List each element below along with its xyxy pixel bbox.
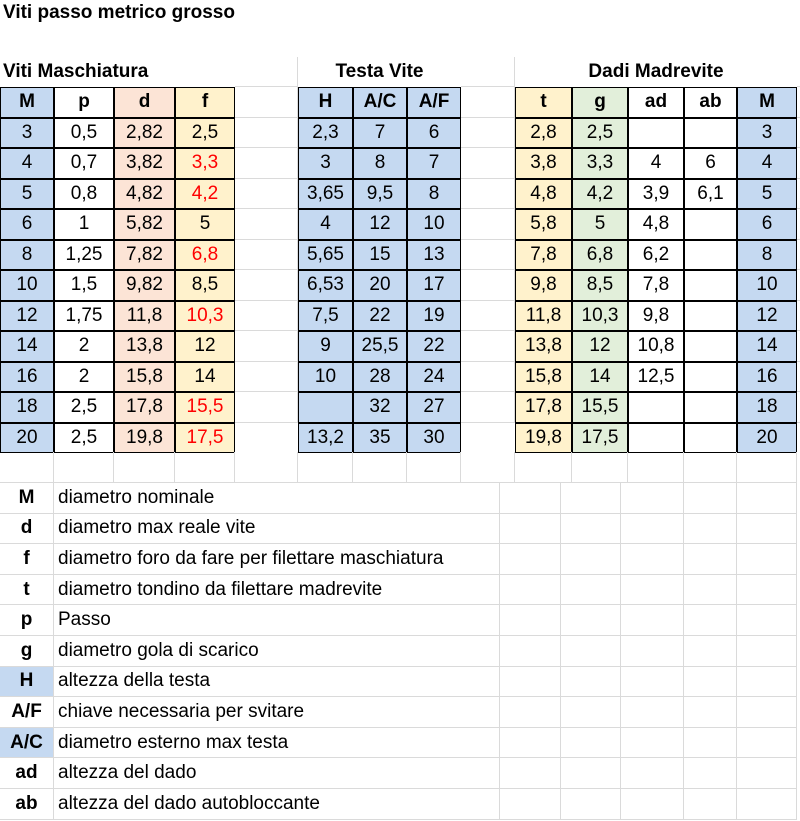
empty-cell[interactable] [684,697,737,728]
empty-cell[interactable] [235,57,298,88]
table-cell-g[interactable]: 4,2 [572,179,628,210]
table-cell-g[interactable]: 15,5 [572,392,628,423]
table-cell-f[interactable]: 4,2 [175,179,235,210]
empty-cell[interactable] [621,728,684,759]
table-cell-af[interactable]: 6 [407,118,461,149]
table-cell-m[interactable]: 16 [0,362,54,393]
legend-description[interactable]: chiave necessaria per svitare [54,697,500,728]
empty-cell[interactable] [737,452,797,483]
table-cell-ac[interactable]: 9,5 [353,179,407,210]
table-cell-d[interactable]: 19,8 [114,423,175,454]
legend-key[interactable]: H [0,667,54,698]
empty-cell[interactable] [353,452,407,483]
legend-description[interactable]: altezza del dado [54,758,500,789]
empty-cell[interactable] [500,514,561,545]
table-cell-d[interactable]: 15,8 [114,362,175,393]
legend-description[interactable]: diametro esterno max testa [54,728,500,759]
table-cell-m2[interactable]: 18 [737,392,797,423]
empty-cell[interactable] [235,209,298,240]
legend-key[interactable]: f [0,544,54,575]
table-cell-af[interactable]: 19 [407,301,461,332]
empty-cell[interactable] [235,87,298,118]
empty-cell[interactable] [235,331,298,362]
table-cell-f[interactable]: 12 [175,331,235,362]
table-cell-t[interactable]: 7,8 [515,240,572,271]
header-dadi-ab[interactable]: ab [684,87,737,118]
empty-cell[interactable] [298,452,353,483]
empty-cell[interactable] [621,667,684,698]
empty-cell[interactable] [54,452,114,483]
empty-cell[interactable] [684,728,737,759]
table-cell-ad[interactable] [628,392,684,423]
empty-cell[interactable] [561,667,621,698]
legend-key[interactable]: p [0,605,54,636]
empty-cell[interactable] [235,118,298,149]
header-dadi-t[interactable]: t [515,87,572,118]
legend-description[interactable]: altezza del dado autobloccante [54,789,500,820]
empty-cell[interactable] [461,148,515,179]
empty-cell[interactable] [737,789,797,820]
table-cell-h[interactable] [298,392,353,423]
table-cell-d[interactable]: 3,82 [114,148,175,179]
table-cell-f[interactable]: 8,5 [175,270,235,301]
table-cell-ac[interactable]: 32 [353,392,407,423]
empty-cell[interactable] [500,483,561,514]
legend-key[interactable]: M [0,483,54,514]
table-cell-af[interactable]: 27 [407,392,461,423]
table-cell-f[interactable]: 5 [175,209,235,240]
table-cell-f[interactable]: 3,3 [175,148,235,179]
header-testa-h[interactable]: H [298,87,353,118]
table-cell-m2[interactable]: 10 [737,270,797,301]
table-cell-m[interactable]: 18 [0,392,54,423]
table-cell-d[interactable]: 7,82 [114,240,175,271]
table-cell-h[interactable]: 13,2 [298,423,353,454]
table-cell-ab[interactable] [684,392,737,423]
table-cell-ab[interactable] [684,423,737,454]
empty-cell[interactable] [461,87,515,118]
empty-cell[interactable] [461,452,515,483]
empty-cell[interactable] [461,301,515,332]
table-cell-m2[interactable]: 8 [737,240,797,271]
table-cell-d[interactable]: 17,8 [114,392,175,423]
table-cell-m2[interactable]: 3 [737,118,797,149]
empty-cell[interactable] [235,362,298,393]
empty-cell[interactable] [621,514,684,545]
table-cell-af[interactable]: 22 [407,331,461,362]
table-cell-ad[interactable]: 4 [628,148,684,179]
empty-cell[interactable] [684,483,737,514]
empty-cell[interactable] [572,452,628,483]
empty-cell[interactable] [500,789,561,820]
table-cell-f[interactable]: 17,5 [175,423,235,454]
table-cell-t[interactable]: 15,8 [515,362,572,393]
table-cell-d[interactable]: 9,82 [114,270,175,301]
legend-key[interactable]: d [0,514,54,545]
empty-cell[interactable] [621,789,684,820]
empty-cell[interactable] [561,636,621,667]
table-cell-af[interactable]: 17 [407,270,461,301]
table-cell-ab[interactable] [684,270,737,301]
table-cell-f[interactable]: 6,8 [175,240,235,271]
table-cell-h[interactable]: 6,53 [298,270,353,301]
table-cell-ab[interactable] [684,118,737,149]
empty-cell[interactable] [737,544,797,575]
table-cell-t[interactable]: 13,8 [515,331,572,362]
empty-cell[interactable] [621,758,684,789]
empty-cell[interactable] [621,636,684,667]
table-cell-t[interactable]: 17,8 [515,392,572,423]
empty-cell[interactable] [561,697,621,728]
table-cell-ac[interactable]: 28 [353,362,407,393]
empty-cell[interactable] [737,575,797,606]
table-cell-ac[interactable]: 20 [353,270,407,301]
table-cell-ad[interactable]: 4,8 [628,209,684,240]
legend-key[interactable]: ad [0,758,54,789]
section-title-viti: Viti Maschiatura [3,61,149,82]
table-cell-f[interactable]: 2,5 [175,118,235,149]
table-cell-h[interactable]: 3 [298,148,353,179]
table-cell-d[interactable]: 4,82 [114,179,175,210]
legend-key[interactable]: A/C [0,728,54,759]
header-testa-af[interactable]: A/F [407,87,461,118]
table-cell-g[interactable]: 2,5 [572,118,628,149]
table-cell-p[interactable]: 2 [54,331,114,362]
table-cell-af[interactable]: 7 [407,148,461,179]
header-viti-m[interactable]: M [0,87,54,118]
legend-description[interactable]: diametro max reale vite [54,514,500,545]
empty-cell[interactable] [114,452,175,483]
empty-cell[interactable] [235,301,298,332]
table-cell-f[interactable]: 14 [175,362,235,393]
table-cell-t[interactable]: 3,8 [515,148,572,179]
empty-cell[interactable] [684,514,737,545]
empty-cell[interactable] [461,362,515,393]
table-cell-m2[interactable]: 5 [737,179,797,210]
table-cell-g[interactable]: 12 [572,331,628,362]
sheet-title: Viti passo metrico grosso [3,2,235,23]
empty-cell[interactable] [737,758,797,789]
header-dadi-g[interactable]: g [572,87,628,118]
table-cell-m[interactable]: 20 [0,423,54,454]
table-cell-m2[interactable]: 16 [737,362,797,393]
table-cell-p[interactable]: 1,25 [54,240,114,271]
header-viti-f[interactable]: f [175,87,235,118]
empty-cell[interactable] [235,148,298,179]
empty-cell[interactable] [737,697,797,728]
table-cell-h[interactable]: 3,65 [298,179,353,210]
table-cell-m[interactable]: 3 [0,118,54,149]
table-cell-ad[interactable]: 3,9 [628,179,684,210]
table-cell-h[interactable]: 2,3 [298,118,353,149]
empty-cell[interactable] [684,575,737,606]
table-cell-m[interactable]: 6 [0,209,54,240]
table-cell-p[interactable]: 2,5 [54,392,114,423]
table-cell-p[interactable]: 1,75 [54,301,114,332]
table-cell-t[interactable]: 11,8 [515,301,572,332]
table-cell-d[interactable]: 11,8 [114,301,175,332]
empty-cell[interactable] [235,452,298,483]
empty-cell[interactable] [500,605,561,636]
table-cell-p[interactable]: 0,8 [54,179,114,210]
empty-cell[interactable] [235,392,298,423]
table-cell-ac[interactable]: 35 [353,423,407,454]
table-cell-ad[interactable] [628,118,684,149]
table-cell-m2[interactable]: 6 [737,209,797,240]
table-cell-ac[interactable]: 25,5 [353,331,407,362]
empty-cell[interactable] [621,544,684,575]
table-cell-m2[interactable]: 12 [737,301,797,332]
empty-cell[interactable] [461,240,515,271]
table-cell-h[interactable]: 4 [298,209,353,240]
empty-cell[interactable] [621,605,684,636]
empty-cell[interactable] [515,452,572,483]
table-cell-p[interactable]: 0,5 [54,118,114,149]
empty-cell[interactable] [737,667,797,698]
empty-cell[interactable] [461,209,515,240]
empty-cell[interactable] [737,636,797,667]
table-cell-ab[interactable]: 6,1 [684,179,737,210]
legend-description[interactable]: diametro nominale [54,483,500,514]
empty-cell[interactable] [621,483,684,514]
table-cell-af[interactable]: 24 [407,362,461,393]
empty-cell[interactable] [684,452,737,483]
table-cell-ad[interactable]: 6,2 [628,240,684,271]
table-cell-ac[interactable]: 22 [353,301,407,332]
table-cell-ab[interactable] [684,240,737,271]
empty-cell[interactable] [737,514,797,545]
empty-cell[interactable] [628,452,684,483]
empty-cell[interactable] [561,728,621,759]
legend-description[interactable]: Passo [54,605,500,636]
section-title-dadi: Dadi Madrevite [588,61,724,82]
table-cell-h[interactable]: 5,65 [298,240,353,271]
empty-cell[interactable] [561,605,621,636]
table-cell-t[interactable]: 9,8 [515,270,572,301]
table-cell-g[interactable]: 17,5 [572,423,628,454]
table-cell-h[interactable]: 7,5 [298,301,353,332]
empty-cell[interactable] [684,636,737,667]
empty-cell[interactable] [684,758,737,789]
empty-cell[interactable] [561,544,621,575]
empty-cell[interactable] [461,179,515,210]
table-cell-ab[interactable]: 6 [684,148,737,179]
empty-cell[interactable] [500,544,561,575]
empty-cell[interactable] [235,270,298,301]
empty-cell[interactable] [561,575,621,606]
empty-cell[interactable] [737,605,797,636]
empty-cell[interactable] [561,789,621,820]
empty-cell[interactable] [175,452,235,483]
empty-cell[interactable] [500,575,561,606]
table-cell-af[interactable]: 30 [407,423,461,454]
empty-cell[interactable] [500,667,561,698]
table-cell-g[interactable]: 5 [572,209,628,240]
table-cell-ab[interactable] [684,362,737,393]
empty-cell[interactable] [684,789,737,820]
legend-key[interactable]: A/F [0,697,54,728]
empty-cell[interactable] [684,544,737,575]
table-cell-p[interactable]: 2 [54,362,114,393]
table-cell-t[interactable]: 2,8 [515,118,572,149]
table-cell-g[interactable]: 14 [572,362,628,393]
empty-cell[interactable] [235,240,298,271]
empty-cell[interactable] [621,575,684,606]
table-cell-af[interactable]: 10 [407,209,461,240]
table-cell-m2[interactable]: 14 [737,331,797,362]
table-cell-g[interactable]: 3,3 [572,148,628,179]
header-dadi-m[interactable]: M [737,87,797,118]
empty-cell[interactable] [684,667,737,698]
table-cell-ad[interactable]: 12,5 [628,362,684,393]
table-cell-m[interactable]: 14 [0,331,54,362]
table-cell-f[interactable]: 10,3 [175,301,235,332]
section-title-testa: Testa Vite [335,61,424,82]
table-cell-m2[interactable]: 20 [737,423,797,454]
empty-cell[interactable] [621,697,684,728]
empty-cell[interactable] [737,728,797,759]
empty-cell[interactable] [561,514,621,545]
empty-cell[interactable] [561,483,621,514]
legend-key[interactable]: ab [0,789,54,820]
table-cell-ad[interactable] [628,423,684,454]
table-cell-af[interactable]: 13 [407,240,461,271]
empty-cell[interactable] [500,697,561,728]
legend-description[interactable]: diametro tondino da filettare madrevite [54,575,500,606]
table-cell-d[interactable]: 13,8 [114,331,175,362]
table-cell-d[interactable]: 5,82 [114,209,175,240]
table-cell-ab[interactable] [684,331,737,362]
table-cell-p[interactable]: 1,5 [54,270,114,301]
header-viti-d[interactable]: d [114,87,175,118]
table-cell-p[interactable]: 2,5 [54,423,114,454]
table-cell-g[interactable]: 6,8 [572,240,628,271]
empty-cell[interactable] [500,758,561,789]
table-cell-t[interactable]: 4,8 [515,179,572,210]
table-cell-ad[interactable]: 10,8 [628,331,684,362]
table-cell-p[interactable]: 0,7 [54,148,114,179]
table-cell-ac[interactable]: 12 [353,209,407,240]
table-cell-h[interactable]: 10 [298,362,353,393]
legend-description[interactable]: diametro foro da fare per filettare maschiatura [54,544,500,575]
table-cell-p[interactable]: 1 [54,209,114,240]
table-cell-ad[interactable]: 9,8 [628,301,684,332]
header-testa-ac[interactable]: A/C [353,87,407,118]
table-cell-d[interactable]: 2,82 [114,118,175,149]
table-cell-ad[interactable]: 7,8 [628,270,684,301]
empty-cell[interactable] [737,483,797,514]
table-cell-m[interactable]: 8 [0,240,54,271]
table-cell-af[interactable]: 8 [407,179,461,210]
empty-cell[interactable] [500,636,561,667]
header-dadi-ad[interactable]: ad [628,87,684,118]
table-cell-g[interactable]: 8,5 [572,270,628,301]
table-cell-g[interactable]: 10,3 [572,301,628,332]
empty-cell[interactable] [561,758,621,789]
legend-key[interactable]: g [0,636,54,667]
empty-cell[interactable] [461,331,515,362]
table-cell-f[interactable]: 15,5 [175,392,235,423]
empty-cell[interactable] [461,392,515,423]
legend-description[interactable]: diametro gola di scarico [54,636,500,667]
table-cell-m[interactable]: 4 [0,148,54,179]
empty-cell[interactable] [461,118,515,149]
table-cell-m2[interactable]: 4 [737,148,797,179]
empty-cell[interactable] [461,57,515,88]
empty-cell[interactable] [461,270,515,301]
table-cell-t[interactable]: 19,8 [515,423,572,454]
table-cell-ac[interactable]: 7 [353,118,407,149]
empty-cell[interactable] [684,605,737,636]
table-cell-ab[interactable] [684,209,737,240]
header-viti-p[interactable]: p [54,87,114,118]
empty-cell[interactable] [0,452,54,483]
table-cell-m[interactable]: 10 [0,270,54,301]
table-cell-h[interactable]: 9 [298,331,353,362]
table-cell-ab[interactable] [684,301,737,332]
table-cell-ac[interactable]: 15 [353,240,407,271]
empty-cell[interactable] [235,179,298,210]
legend-key[interactable]: t [0,575,54,606]
empty-cell[interactable] [500,728,561,759]
table-cell-t[interactable]: 5,8 [515,209,572,240]
table-cell-ac[interactable]: 8 [353,148,407,179]
legend-description[interactable]: altezza della testa [54,667,500,698]
table-cell-m[interactable]: 5 [0,179,54,210]
table-cell-m[interactable]: 12 [0,301,54,332]
empty-cell[interactable] [407,452,461,483]
